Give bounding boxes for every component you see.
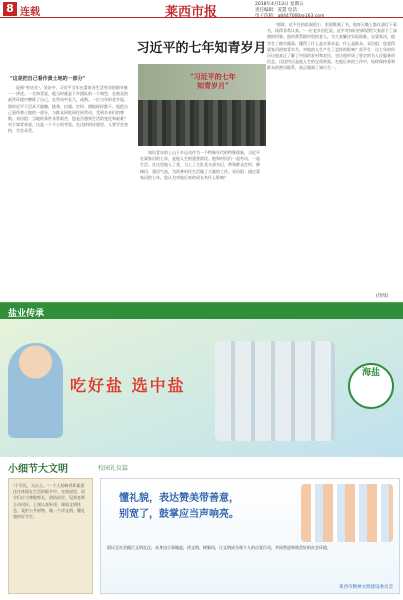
- header-meta: [255, 2, 400, 20]
- page-number: 8: [3, 2, 17, 16]
- ad-brand: 盐业传承: [8, 309, 45, 319]
- article-column-2: [140, 150, 262, 300]
- photo-people: [138, 100, 266, 146]
- civility-headline-2: 别宽了，鼓掌应当声响亮。: [119, 509, 239, 520]
- photo-caption-line1: "习近平的七年: [190, 72, 236, 81]
- ad-banner-bar: [0, 303, 403, 319]
- column-subtitle: 校园礼仪篇: [98, 465, 129, 472]
- article-quote: "这是把自己看作黄土地的一部分": [10, 76, 86, 82]
- civility-headline-1: 懂礼貌，表达赞美带善意，: [119, 493, 239, 504]
- ad-slogan: 吃好盐 选中盐: [70, 376, 186, 395]
- ad-logo: 海盐: [348, 363, 394, 409]
- ad-product-shelf: [215, 341, 335, 441]
- civility-advertisement: [100, 478, 400, 594]
- article-column-1: [8, 85, 131, 300]
- civility-body: 倡议全社会践行文明礼仪，从身边小事做起，讲文明、树新风，让文明成为每个人的自觉行动，共同营造和谐美好的社会环境。: [107, 545, 331, 550]
- section-label: 连载: [20, 7, 40, 18]
- article-photo: [138, 64, 266, 146]
- ad-child-figure: [8, 343, 63, 438]
- photo-caption-line2: 知青岁月": [197, 81, 229, 90]
- column-text-box: [8, 478, 93, 594]
- column-text: "不学礼，无以立。"一个人的修养和素质往往体现在生活的细节中。在校园里，同学们应当尊敬师长、团结同学，见到老师主动问好，上课认真听讲，课间文明休息，爱护公共财物，做一个讲文明、懂礼貌的好学生。: [13, 483, 85, 520]
- issue-date: 2018年4月13日 星期五: [255, 2, 304, 7]
- column-3-text: "那时，近平住的窑洞很小，里面堆满了书，他每天晚上都在油灯下看书，读得非常认真。"一位老乡回忆说。近平对知识的渴望给大家留下了深刻的印象。他经常帮助村里的老人，为大家解决实际困难。在梁家河，他学会了踏实做事，懂得了什么是实事求是，什么是群众。采访组：您觉得梁家河的知青岁月，对他的人生产生了怎样的影响？雷平生：这七年的经历让他真正了解了中国的农村和农民，也让他形成了坚定的为人民服务的信念。这段经历是他人生的宝贵财富。在他后来的工作中，始终保持着和群众的密切联系，真正做到了知行合一。: [267, 22, 397, 71]
- editor-line: 责任编辑：姜慧 电话：: [255, 8, 302, 13]
- continued-tag: (待续): [376, 294, 389, 299]
- civility-children-photo: [301, 484, 393, 542]
- photo-caption: [190, 72, 236, 90]
- column-1-text: 说到"劳动关"，采访中，习近平当年在梁家河生活劳动的细节被一一讲述。一名知青说，他当时就是下乡插队的一个典型，在陕北的艰苦环境中磨炼了自己，在劳动中长大、成熟。一位当年的老乡说，那时近平干活从不偷懒，挑粪、拉煤、打坝、耕地样样都干。他把自己看作黄土地的一部分，与群众同吃同住同劳动，受到乡亲们的尊敬。采访组：当地的条件非常艰苦，您是否感到生活的变化和艰难？对于知青来说，这是一个不小的考验。在这样的环境里，人要学会坚持，学会承受。: [8, 85, 128, 134]
- masthead: 莱西市报: [165, 5, 218, 20]
- article-column-3: [267, 22, 397, 294]
- article-title: 习近平的七年知青岁月: [136, 41, 267, 56]
- column-title: 小细节大文明: [8, 464, 68, 475]
- salt-advertisement: [0, 302, 403, 457]
- column-2-text: 知识青年的上山下乡运动作为一个特殊年代的特殊现象，习近平在梁家河的七年，是他人生的重要阶段。他和村民们一起劳动，一起生活，在这里他入了党，当上了大队党支部书记，带领群众打坝、修梯田、建沼气池，为改善村民生活做了大量的工作。采访组：通过梁家河的七年，您认为对他后来的成长有什么影响？: [140, 150, 260, 180]
- page-header: [0, 0, 403, 18]
- civility-signature: 莱西市精神文明建设委员会: [339, 585, 393, 590]
- email-line: 电子信箱：a8447000@163.com: [255, 14, 325, 19]
